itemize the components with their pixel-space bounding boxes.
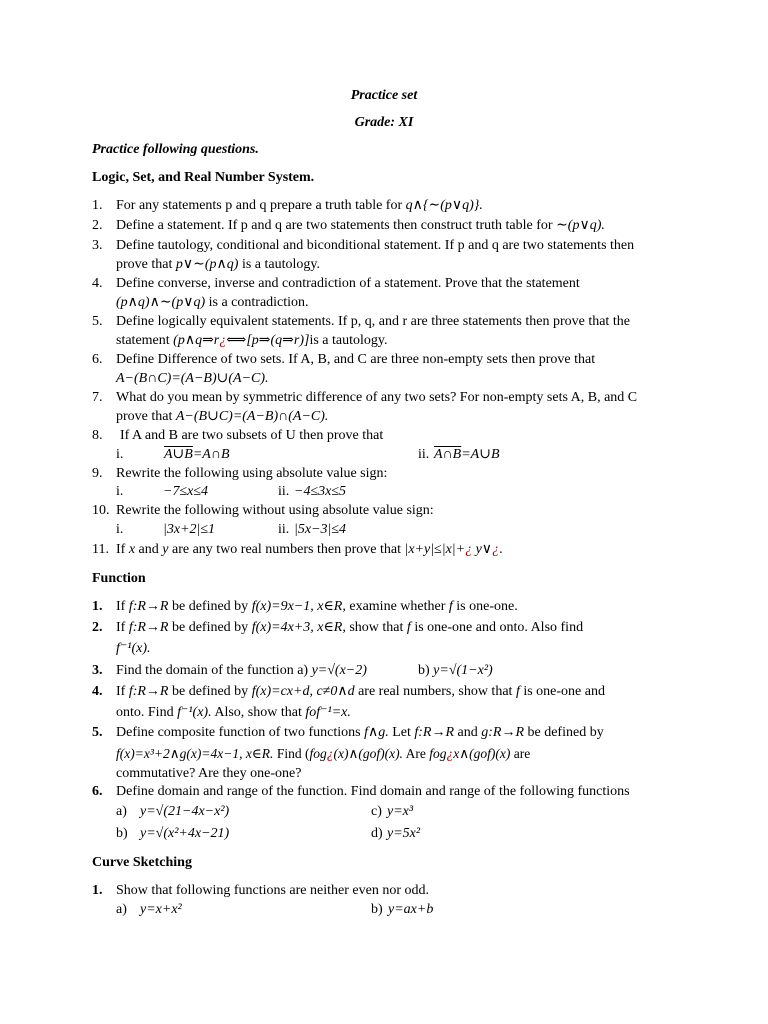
question-text: be defined by <box>171 684 249 699</box>
math-expression: fog¿(x)∧(gof)(x). <box>309 746 403 761</box>
question-number: 8. <box>92 428 103 443</box>
section-heading-curve: Curve Sketching <box>92 855 192 870</box>
question-text: are real numbers, show that <box>358 684 513 699</box>
question-text: is one-one. <box>456 599 518 614</box>
math-expression: f:R→R <box>128 620 169 635</box>
question-number: 4. <box>92 276 103 291</box>
math-expression: y=√(1−x²) <box>433 663 493 678</box>
question-text: If <box>116 684 126 699</box>
section-heading-logic: Logic, Set, and Real Number System. <box>92 170 315 185</box>
question-text: be defined by <box>171 599 249 614</box>
sub-item-label: c) <box>371 804 382 819</box>
math-expression: ∼(p∨q). <box>556 218 605 233</box>
math-expression: |5x−3|≤4 <box>294 522 347 537</box>
math-expression: y=x³ <box>387 804 414 819</box>
question-text: and <box>138 542 159 557</box>
question-text: What do you mean by symmetric difference of any two sets? For non-empty sets A, B, and C <box>116 390 638 405</box>
math-expression: f⁻¹(x). <box>116 641 151 656</box>
question-text: onto. Find <box>116 705 174 720</box>
math-expression: f⁻¹(x). <box>177 705 212 720</box>
math-expression: A−(B∪C)=(A−B)∩(A−C). <box>175 409 329 424</box>
math-expression: f∧g. <box>364 725 389 740</box>
question-number: 11. <box>92 542 109 557</box>
question-number: 10. <box>92 503 110 518</box>
math-expression: f(x)=cx+d, c≠0∧d <box>251 684 355 699</box>
grade-label: Grade: XI <box>354 115 414 130</box>
sub-item-label: b) <box>116 826 128 841</box>
question-number: 2. <box>92 218 103 233</box>
math-expression: f:R→R <box>128 684 169 699</box>
question-number: 1. <box>92 883 103 898</box>
question-number: 6. <box>92 784 103 799</box>
math-expression: A∩B=A∪B <box>434 447 500 462</box>
question-number: 4. <box>92 684 103 699</box>
question-text: examine whether <box>349 599 446 614</box>
math-expression: y=5x² <box>387 826 421 841</box>
math-expression: f(x)=4x+3, x∈R, <box>251 620 346 635</box>
question-number: 6. <box>92 352 103 367</box>
math-variable: y <box>162 542 169 557</box>
sub-item-label: b) <box>371 902 383 917</box>
math-expression: A∪B=A∩B <box>164 447 230 462</box>
question-text: Find ( <box>276 746 310 761</box>
sub-item-label: ii. <box>418 447 430 462</box>
question-number: 5. <box>92 314 103 329</box>
question-text: are <box>513 746 531 761</box>
question-text: If <box>116 542 126 557</box>
question-text: Show that following functions are neither even nor odd. <box>116 883 429 898</box>
instruction-text: Practice following questions. <box>92 142 259 157</box>
math-expression: p∨∼(p∧q) <box>175 257 239 272</box>
question-text: For any statements p and q prepare a truth table for <box>116 198 403 213</box>
question-continuation <box>116 293 309 312</box>
math-expression: (p∧q)∧∼(p∨q) <box>116 295 206 310</box>
question-text: show that <box>349 620 404 635</box>
question-text: If <box>116 599 126 614</box>
question-number: 3. <box>92 663 103 678</box>
sub-item-label: d) <box>371 826 383 841</box>
question-text: Define domain and range of the function. Find domain and range of the following functions <box>116 784 630 799</box>
question-text: is a tautology. <box>309 333 388 348</box>
document-title: Practice set <box>350 88 418 103</box>
question-continuation <box>116 407 328 426</box>
math-expression: −4≤3x≤5 <box>294 484 347 499</box>
document-page: Practice set Grade: XI Practice following questions. Logic, Set, and Real Number System. 1. For any statements p and q prepare a truth table for q∧{∼(p∨q)}. 2. Define a statement. If p and q are two statements then construct truth table for ∼(p∨q). 3. Define tautology, conditional and biconditional statement. If p and q are two statements then prove that p∨∼(p∧q) is a tautology. 4. Define converse, inverse and contradiction of a statement. Prove that the statement (p∧q)∧∼(p∨q) is a contradiction. 5. Define logically equivalent statements. If p, q, and r are three statements then prove that the statement (p∧q⇒r¿⟺[p⇒(q⇒r)]is a tautology. 6. Define Difference of two sets. If A, B, and C are three non-empty sets then prove that A−(B∩C)=(A−B)∪(A−C). 7. What do you mean by symmetric difference of any two sets? For non-empty sets A, B, and C prove that A−(B∪C)=(A−B)∩(A−C). 8. If A and B are two subsets of U then prove that i. A∪B=A∩B ii. A∩B=A∪B 9. Rewrite the following using absolute value sign: i. −7≤x≤4 ii. −4≤3x≤5 10. Rewrite the following without using absolute value sign: i. |3x+2|≤1 ii. |5x−3|≤4 11. If x and y are any two real numbers then prove that |x+y|≤|x|+¿ y∨¿. Function 1. If f:R→R be defined by f(x)=9x−1, x∈R, examine whether f is one-one. 2. If f:R→R be defined by f(x)=4x+3, x∈R, show that f is one-one and onto. Also find f⁻¹(x). 3. Find the domain of the function a) y=√(x−2) b) y=√(1−x²) 4. If f:R→R be defined by f(x)=cx+d, c≠0∧d are real numbers, show that f is one-one and onto. Find f⁻¹(x). Also, show that fof⁻¹=x. 5. Define composite function of two functions f∧g. Let f:R→R and g:R→R be defined by f(x)=x³+2∧g(x)=4x−1, x∈R. Find (fog¿(x)∧(gof)(x). Are fog¿x∧(gof)(x) are commutative? Are they one-one? 6. Define domain and range of the function. Find domain and range of the following functions a) y=√(21−4x−x²) c) y=x³ b) y=√(x²+4x−21) d) y=5x² Curve Sketching 1. Show that following functions are neither even nor odd. a) y=x+x² b) y=ax+b <box>0 0 768 1024</box>
question-text: Define Difference of two sets. If A, B, and C are three non-empty sets then prove that <box>116 352 596 367</box>
math-expression: y=√(x−2) <box>311 663 367 678</box>
question-text: Also, show that <box>214 705 302 720</box>
question-number: 2. <box>92 620 103 635</box>
question-text: statement <box>116 333 170 348</box>
math-variable: f <box>448 599 453 614</box>
question-continuation <box>116 255 320 274</box>
question-text: Are <box>405 746 426 761</box>
question-text: Define tautology, conditional and biconditional statement. If p and q are two statements then <box>116 238 635 253</box>
question-text: Rewrite the following using absolute value sign: <box>116 466 388 481</box>
question-text: is one-one and onto. Also find <box>414 620 584 635</box>
math-expression: y=ax+b <box>388 902 434 917</box>
question-text: prove that <box>116 409 173 424</box>
sub-item-label: i. <box>116 522 124 537</box>
question-text: Define converse, inverse and contradiction of a statement. Prove that the statement <box>116 276 580 291</box>
sub-item-label: a) <box>116 902 127 917</box>
sub-item-label: i. <box>116 484 124 499</box>
math-expression: |x+y|≤|x|+¿ y∨¿ <box>404 542 500 557</box>
question-text: are any two real numbers then prove that <box>171 542 401 557</box>
question-text: and <box>457 725 478 740</box>
math-expression: A−(B∩C)=(A−B)∪(A−C). <box>116 371 269 386</box>
question-text: is a contradiction. <box>208 295 309 310</box>
math-expression: (p∧q⇒r¿⟺[p⇒(q⇒r)] <box>173 333 310 348</box>
sub-item-label: ii. <box>278 522 290 537</box>
math-expression: −7≤x≤4 <box>163 484 209 499</box>
math-expression: y=x+x² <box>140 902 182 917</box>
question-continuation <box>116 331 387 350</box>
question-text: Define logically equivalent statements. If p, q, and r are three statements then prove that the <box>116 314 630 329</box>
question-number: 9. <box>92 466 103 481</box>
question-text: be defined by <box>527 725 604 740</box>
question-continuation <box>116 744 530 763</box>
math-expression: fof⁻¹=x. <box>305 705 351 720</box>
question-text: If A and B are two subsets of U then prove that <box>120 428 384 443</box>
question-text: is a tautology. <box>241 257 320 272</box>
sub-item-label: a) <box>116 804 127 819</box>
sub-item-label: i. <box>116 447 124 462</box>
question-continuation <box>116 703 351 722</box>
math-expression: |3x+2|≤1 <box>163 522 216 537</box>
question-text: be defined by <box>171 620 249 635</box>
question-number: 1. <box>92 198 103 213</box>
math-variable: f <box>406 620 411 635</box>
math-variable: f <box>515 684 520 699</box>
math-expression: f(x)=x³+2∧g(x)=4x−1, x∈R. <box>116 746 274 761</box>
question-number: 1. <box>92 599 103 614</box>
question-text: Define composite function of two functions <box>116 725 361 740</box>
question-text: commutative? Are they one-one? <box>116 766 302 781</box>
math-expression: y=√(x²+4x−21) <box>140 826 230 841</box>
sub-item-label: ii. <box>278 484 290 499</box>
question-number: 3. <box>92 238 103 253</box>
question-text: If <box>116 620 126 635</box>
question-text: Define a statement. If p and q are two statements then construct truth table for <box>116 218 553 233</box>
math-expression: q∧{∼(p∨q)}. <box>405 198 483 213</box>
math-expression: f:R→R <box>414 725 455 740</box>
math-expression: g:R→R <box>481 725 524 740</box>
section-heading-function: Function <box>92 571 146 586</box>
question-number: 7. <box>92 390 103 405</box>
question-text: prove that <box>116 257 173 272</box>
math-variable: x <box>128 542 136 557</box>
math-expression: y=√(21−4x−x²) <box>140 804 230 819</box>
question-text: Let <box>392 725 411 740</box>
question-text: Find the domain of the function a) <box>116 663 309 678</box>
math-expression: fog¿x∧(gof)(x) <box>429 746 511 761</box>
math-expression: f:R→R <box>128 599 169 614</box>
question-text: b) <box>418 663 430 678</box>
question-text: is one-one and <box>523 684 605 699</box>
question-number: 5. <box>92 725 103 740</box>
math-expression: f(x)=9x−1, x∈R, <box>251 599 346 614</box>
question-text: Rewrite the following without using absolute value sign: <box>116 503 434 518</box>
